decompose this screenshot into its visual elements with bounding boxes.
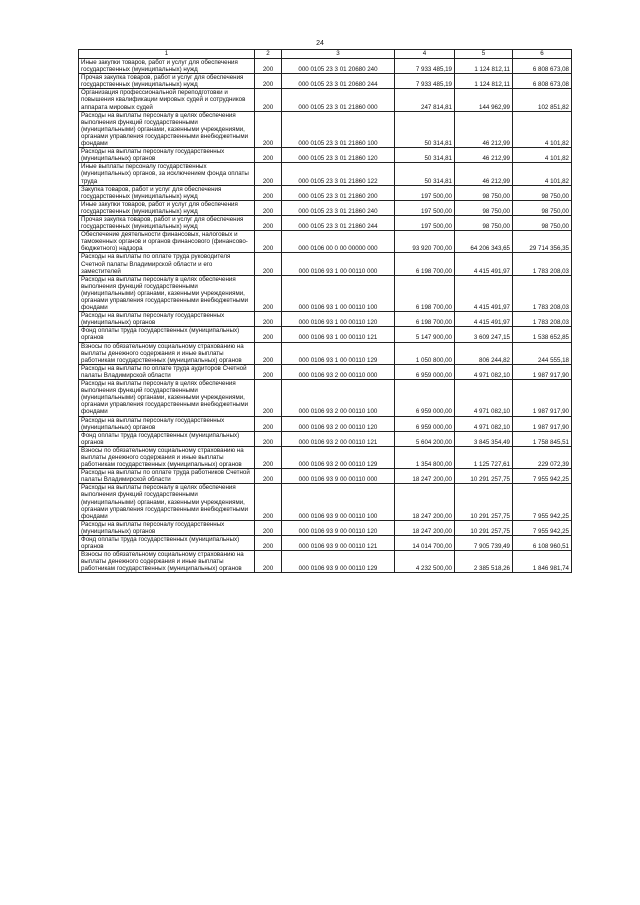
table-header-row	[79, 50, 572, 59]
table-row	[79, 231, 572, 253]
row-remaining-amount-cell: 7 955 942,25	[513, 520, 572, 535]
row-line-code-cell: 200	[255, 163, 282, 185]
row-executed-amount-cell: 10 291 257,75	[455, 520, 513, 535]
row-approved-amount-cell: 197 500,00	[395, 215, 455, 230]
row-approved-amount-cell: 197 500,00	[395, 200, 455, 215]
table-row	[79, 148, 572, 163]
row-approved-amount-cell: 14 014 700,00	[395, 536, 455, 551]
row-executed-amount-cell: 4 415 491,97	[455, 312, 513, 327]
row-approved-amount-cell: 7 933 485,19	[395, 74, 455, 89]
row-remaining-amount-cell: 102 851,82	[513, 89, 572, 111]
row-budget-code-cell: 000 0106 93 9 00 00110 100	[282, 484, 395, 520]
row-remaining-amount-cell: 229 072,39	[513, 446, 572, 468]
row-executed-amount-cell: 806 244,82	[455, 342, 513, 364]
row-approved-amount-cell: 1 354 800,00	[395, 446, 455, 468]
row-executed-amount-cell: 1 125 727,61	[455, 446, 513, 468]
row-name-cell: Фонд оплаты труда государственных (муниципальных) органов	[79, 327, 255, 342]
row-approved-amount-cell: 18 247 200,00	[395, 520, 455, 535]
row-name-cell: Закупка товаров, работ и услуг для обеспечения государственных (муниципальных) нужд	[79, 185, 255, 200]
row-budget-code-cell: 000 0106 93 9 00 00110 129	[282, 551, 395, 573]
row-approved-amount-cell: 1 050 800,00	[395, 342, 455, 364]
row-remaining-amount-cell: 1 783 208,03	[513, 312, 572, 327]
row-budget-code-cell: 000 0106 93 9 00 00110 121	[282, 536, 395, 551]
row-executed-amount-cell: 1 124 812,11	[455, 74, 513, 89]
row-approved-amount-cell: 5 604 200,00	[395, 431, 455, 446]
table-row	[79, 380, 572, 416]
row-name-cell: Расходы на выплаты персоналу в целях обеспечения выполнения функций государственными (муниципальными) органами, казенными учреждениями, органами управления государственными внебюджетными фондами	[79, 111, 255, 147]
row-executed-amount-cell: 98 750,00	[455, 185, 513, 200]
row-name-cell: Расходы на выплаты персоналу в целях обеспечения выполнения функций государственными (муниципальными) органами, казенными учреждениями, органами управления государственными внебюджетными фондами	[79, 275, 255, 311]
row-budget-code-cell: 000 0106 93 1 00 00110 000	[282, 253, 395, 275]
row-line-code-cell: 200	[255, 253, 282, 275]
header-cell: 6	[513, 50, 572, 59]
row-line-code-cell: 200	[255, 327, 282, 342]
table-row	[79, 111, 572, 147]
row-remaining-amount-cell: 1 758 845,51	[513, 431, 572, 446]
row-line-code-cell: 200	[255, 200, 282, 215]
row-executed-amount-cell: 3 609 247,15	[455, 327, 513, 342]
row-executed-amount-cell: 10 291 257,75	[455, 484, 513, 520]
row-approved-amount-cell: 6 959 000,00	[395, 364, 455, 379]
table-row	[79, 551, 572, 573]
row-remaining-amount-cell: 1 783 208,03	[513, 275, 572, 311]
row-line-code-cell: 200	[255, 342, 282, 364]
row-approved-amount-cell: 6 959 000,00	[395, 380, 455, 416]
row-name-cell: Расходы на выплаты по оплате труда руководителя Счетной палаты Владимирской области и его заместителей	[79, 253, 255, 275]
row-name-cell: Иные закупки товаров, работ и услуг для обеспечения государственных (муниципальных) нужд	[79, 59, 255, 74]
row-approved-amount-cell: 50 314,81	[395, 111, 455, 147]
header-cell: 4	[395, 50, 455, 59]
row-budget-code-cell: 000 0106 93 2 00 00110 129	[282, 446, 395, 468]
row-approved-amount-cell: 6 198 700,00	[395, 312, 455, 327]
row-name-cell: Расходы на выплаты по оплате труда работников Счетной палаты Владимирской области	[79, 469, 255, 484]
row-line-code-cell: 200	[255, 551, 282, 573]
row-executed-amount-cell: 4 971 082,10	[455, 380, 513, 416]
row-budget-code-cell: 000 0106 93 1 00 00110 120	[282, 312, 395, 327]
row-budget-code-cell: 000 0105 23 3 01 21860 120	[282, 148, 395, 163]
table-row	[79, 215, 572, 230]
row-budget-code-cell: 000 0106 93 2 00 00110 120	[282, 416, 395, 431]
header-cell: 5	[455, 50, 513, 59]
row-line-code-cell: 200	[255, 231, 282, 253]
row-executed-amount-cell: 4 415 491,97	[455, 275, 513, 311]
row-remaining-amount-cell: 4 101,82	[513, 111, 572, 147]
row-name-cell: Организация профессиональной переподготовки и повышения квалификации мировых судей и сотрудников аппарата мировых судей	[79, 89, 255, 111]
row-line-code-cell: 200	[255, 74, 282, 89]
table-row	[79, 446, 572, 468]
row-line-code-cell: 200	[255, 431, 282, 446]
table-row	[79, 431, 572, 446]
row-budget-code-cell: 000 0105 23 3 01 21860 100	[282, 111, 395, 147]
row-executed-amount-cell: 4 971 082,10	[455, 416, 513, 431]
row-line-code-cell: 200	[255, 469, 282, 484]
row-remaining-amount-cell: 98 750,00	[513, 200, 572, 215]
row-budget-code-cell: 000 0106 93 2 00 00110 000	[282, 364, 395, 379]
row-name-cell: Расходы на выплаты персоналу в целях обеспечения выполнения функций государственными (муниципальными) органами, казенными учреждениями, органами управления государственными внебюджетными фондами	[79, 484, 255, 520]
row-budget-code-cell: 000 0106 00 0 00 00000 000	[282, 231, 395, 253]
row-executed-amount-cell: 4 415 491,97	[455, 253, 513, 275]
row-approved-amount-cell: 4 232 500,00	[395, 551, 455, 573]
row-approved-amount-cell: 7 933 485,19	[395, 59, 455, 74]
row-remaining-amount-cell: 98 750,00	[513, 185, 572, 200]
table-row	[79, 253, 572, 275]
row-executed-amount-cell: 46 212,99	[455, 163, 513, 185]
row-line-code-cell: 200	[255, 275, 282, 311]
row-line-code-cell: 200	[255, 536, 282, 551]
row-name-cell: Расходы на выплаты персоналу государственных (муниципальных) органов	[79, 312, 255, 327]
row-approved-amount-cell: 247 814,81	[395, 89, 455, 111]
row-line-code-cell: 200	[255, 89, 282, 111]
row-approved-amount-cell: 6 198 700,00	[395, 275, 455, 311]
row-remaining-amount-cell: 4 101,82	[513, 163, 572, 185]
row-line-code-cell: 200	[255, 148, 282, 163]
row-remaining-amount-cell: 4 101,82	[513, 148, 572, 163]
row-remaining-amount-cell: 29 714 356,35	[513, 231, 572, 253]
row-name-cell: Расходы на выплаты персоналу в целях обеспечения выполнения функций государственными (муниципальными) органами, казенными учреждениями, органами управления государственными внебюджетными фондами	[79, 380, 255, 416]
row-remaining-amount-cell: 7 955 942,25	[513, 469, 572, 484]
table-row	[79, 536, 572, 551]
table-row	[79, 364, 572, 379]
table-row	[79, 469, 572, 484]
row-executed-amount-cell: 2 385 518,26	[455, 551, 513, 573]
row-remaining-amount-cell: 1 783 208,03	[513, 253, 572, 275]
row-remaining-amount-cell: 1 987 917,90	[513, 364, 572, 379]
row-approved-amount-cell: 18 247 200,00	[395, 484, 455, 520]
row-budget-code-cell: 000 0106 93 9 00 00110 120	[282, 520, 395, 535]
row-budget-code-cell: 000 0106 93 1 00 00110 129	[282, 342, 395, 364]
row-name-cell: Фонд оплаты труда государственных (муниципальных) органов	[79, 431, 255, 446]
row-line-code-cell: 200	[255, 59, 282, 74]
row-budget-code-cell: 000 0105 23 3 01 21860 200	[282, 185, 395, 200]
row-remaining-amount-cell: 1 846 981,74	[513, 551, 572, 573]
row-line-code-cell: 200	[255, 484, 282, 520]
row-line-code-cell: 200	[255, 111, 282, 147]
row-executed-amount-cell: 10 291 257,75	[455, 469, 513, 484]
row-name-cell: Расходы на выплаты персоналу государственных (муниципальных) органов	[79, 520, 255, 535]
row-executed-amount-cell: 3 845 354,49	[455, 431, 513, 446]
row-approved-amount-cell: 93 920 700,00	[395, 231, 455, 253]
table-row	[79, 163, 572, 185]
row-executed-amount-cell: 144 962,99	[455, 89, 513, 111]
row-name-cell: Фонд оплаты труда государственных (муниципальных) органов	[79, 536, 255, 551]
header-cell: 1	[79, 50, 255, 59]
row-name-cell: Прочая закупка товаров, работ и услуг для обеспечения государственных (муниципальных) нужд	[79, 74, 255, 89]
row-budget-code-cell: 000 0105 23 3 01 20680 244	[282, 74, 395, 89]
row-budget-code-cell: 000 0106 93 9 00 00110 000	[282, 469, 395, 484]
table-row	[79, 327, 572, 342]
row-budget-code-cell: 000 0106 93 1 00 00110 100	[282, 275, 395, 311]
row-name-cell: Взносы по обязательному социальному страхованию на выплаты денежного содержания и иные выплаты работникам государственных (муниципальных) органов	[79, 342, 255, 364]
row-name-cell: Прочая закупка товаров, работ и услуг для обеспечения государственных (муниципальных) нужд	[79, 215, 255, 230]
row-line-code-cell: 200	[255, 215, 282, 230]
row-executed-amount-cell: 4 971 082,10	[455, 364, 513, 379]
row-remaining-amount-cell: 1 987 917,90	[513, 380, 572, 416]
row-budget-code-cell: 000 0106 93 1 00 00110 121	[282, 327, 395, 342]
row-name-cell: Расходы на выплаты персоналу государственных (муниципальных) органов	[79, 416, 255, 431]
row-remaining-amount-cell: 1 987 917,90	[513, 416, 572, 431]
row-line-code-cell: 200	[255, 380, 282, 416]
row-line-code-cell: 200	[255, 446, 282, 468]
row-budget-code-cell: 000 0105 23 3 01 21860 122	[282, 163, 395, 185]
row-name-cell: Взносы по обязательному социальному страхованию на выплаты денежного содержания и иные выплаты работникам государственных (муниципальных) органов	[79, 446, 255, 468]
row-remaining-amount-cell: 6 808 673,08	[513, 59, 572, 74]
row-name-cell: Расходы на выплаты персоналу государственных (муниципальных) органов	[79, 148, 255, 163]
row-remaining-amount-cell: 244 555,18	[513, 342, 572, 364]
row-approved-amount-cell: 197 500,00	[395, 185, 455, 200]
row-executed-amount-cell: 1 124 812,11	[455, 59, 513, 74]
row-approved-amount-cell: 18 247 200,00	[395, 469, 455, 484]
row-name-cell: Иные выплаты персоналу государственных (муниципальных) органов, за исключением фонда оплаты труда	[79, 163, 255, 185]
row-budget-code-cell: 000 0105 23 3 01 21860 240	[282, 200, 395, 215]
table-row	[79, 484, 572, 520]
row-budget-code-cell: 000 0106 93 2 00 00110 121	[282, 431, 395, 446]
row-approved-amount-cell: 5 147 900,00	[395, 327, 455, 342]
row-budget-code-cell: 000 0105 23 3 01 21860 244	[282, 215, 395, 230]
row-remaining-amount-cell: 6 108 960,51	[513, 536, 572, 551]
budget-execution-table	[78, 49, 572, 573]
row-executed-amount-cell: 98 750,00	[455, 215, 513, 230]
row-line-code-cell: 200	[255, 416, 282, 431]
row-remaining-amount-cell: 7 955 942,25	[513, 484, 572, 520]
table-row	[79, 520, 572, 535]
row-name-cell: Взносы по обязательному социальному страхованию на выплаты денежного содержания и иные выплаты работникам государственных (муниципальных) органов	[79, 551, 255, 573]
row-executed-amount-cell: 46 212,99	[455, 148, 513, 163]
row-executed-amount-cell: 46 212,99	[455, 111, 513, 147]
row-remaining-amount-cell: 6 808 673,08	[513, 74, 572, 89]
table-row	[79, 312, 572, 327]
row-line-code-cell: 200	[255, 520, 282, 535]
table-row	[79, 342, 572, 364]
row-budget-code-cell: 000 0106 93 2 00 00110 100	[282, 380, 395, 416]
row-executed-amount-cell: 98 750,00	[455, 200, 513, 215]
row-line-code-cell: 200	[255, 364, 282, 379]
table-row	[79, 74, 572, 89]
row-name-cell: Обеспечение деятельности финансовых, налоговых и таможенных органов и органов финансового (финансово-бюджетного) надзора	[79, 231, 255, 253]
table-row	[79, 416, 572, 431]
row-executed-amount-cell: 7 905 739,49	[455, 536, 513, 551]
table-row	[79, 185, 572, 200]
row-name-cell: Иные закупки товаров, работ и услуг для обеспечения государственных (муниципальных) нужд	[79, 200, 255, 215]
row-approved-amount-cell: 6 198 700,00	[395, 253, 455, 275]
row-remaining-amount-cell: 98 750,00	[513, 215, 572, 230]
table-row	[79, 275, 572, 311]
table-row	[79, 200, 572, 215]
page-number: 24	[316, 40, 324, 47]
header-cell: 2	[255, 50, 282, 59]
row-name-cell: Расходы на выплаты по оплате труда аудиторов Счетной палаты Владимирской области	[79, 364, 255, 379]
row-approved-amount-cell: 50 314,81	[395, 148, 455, 163]
row-remaining-amount-cell: 1 538 652,85	[513, 327, 572, 342]
row-line-code-cell: 200	[255, 312, 282, 327]
row-line-code-cell: 200	[255, 185, 282, 200]
row-executed-amount-cell: 64 206 343,65	[455, 231, 513, 253]
row-approved-amount-cell: 50 314,81	[395, 163, 455, 185]
row-budget-code-cell: 000 0105 23 3 01 21860 000	[282, 89, 395, 111]
table-row	[79, 89, 572, 111]
row-budget-code-cell: 000 0105 23 3 01 20680 240	[282, 59, 395, 74]
row-approved-amount-cell: 6 959 000,00	[395, 416, 455, 431]
header-cell: 3	[282, 50, 395, 59]
table-row	[79, 59, 572, 74]
